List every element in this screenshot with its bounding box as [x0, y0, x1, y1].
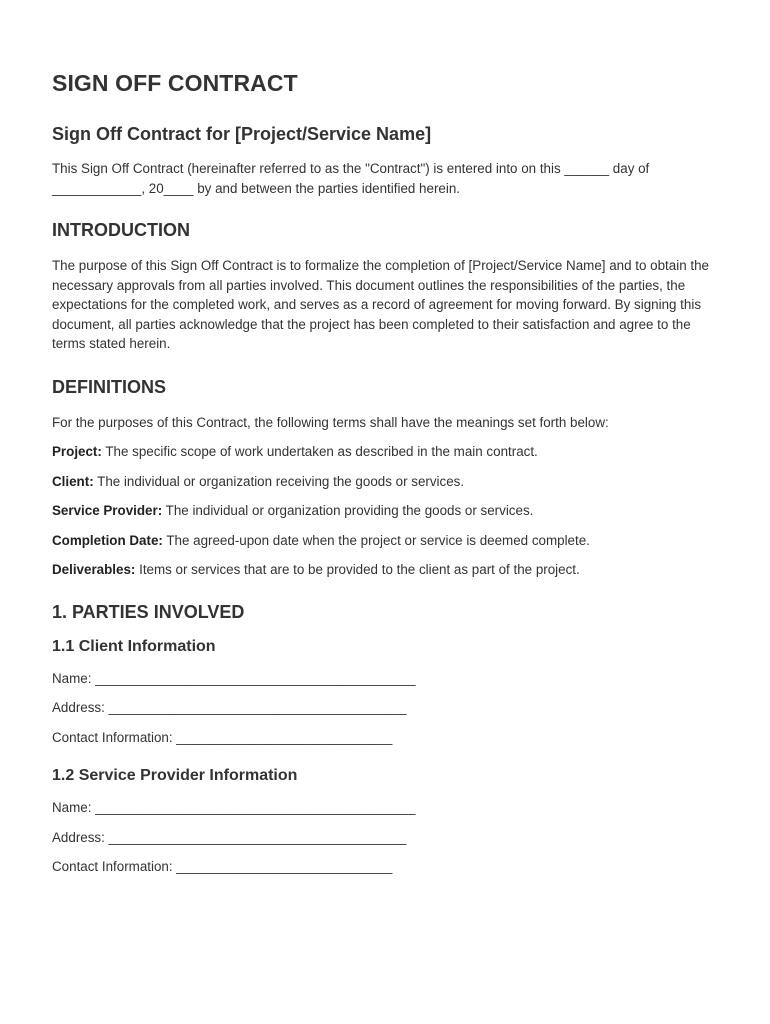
definition-text: The individual or organization providing the goods or services. [162, 503, 534, 518]
definitions-lead: For the purposes of this Contract, the following terms shall have the meanings set forth below: [52, 414, 609, 430]
document-title: SIGN OFF CONTRACT [52, 70, 298, 96]
provider-info-heading: 1.2 Service Provider Information [52, 767, 298, 784]
definition-term: Client: [52, 473, 94, 489]
definition-client [52, 472, 722, 492]
provider-name-field[interactable]: Name: ___________________________________________ [52, 800, 416, 815]
definition-term: Service Provider: [52, 503, 163, 518]
introduction-paragraph: The purpose of this Sign Off Contract is to formalize the completion of [Project/Service Name] and to obtain the necessary approvals from all parties involved. This document outlines the responsibilities of the parties, the expectations for the completed work, and serves as a record of agreement for moving forward. By signing this document, all parties acknowledge that the project has been completed to their satisfaction and agree to the terms stated herein. [52, 258, 709, 351]
client-contact-field[interactable]: Contact Information: _____________________________ [52, 729, 393, 745]
definitions-heading: DEFINITIONS [52, 376, 167, 397]
definition-completion-date [52, 531, 722, 551]
definition-text: The specific scope of work undertaken as described in the main contract. [101, 444, 538, 459]
definition-text: The agreed-upon date when the project or service is deemed complete. [162, 532, 590, 548]
definition-service-provider [52, 501, 722, 521]
definition-text: Items or services that are to be provided to the client as part of the project. [135, 562, 580, 577]
definition-term: Deliverables: [52, 562, 136, 577]
definition-text: The individual or organization receiving the goods or services. [93, 473, 465, 489]
definition-term: Project: [52, 444, 102, 459]
provider-address-field[interactable]: Address: ________________________________________ [52, 829, 407, 845]
document-subtitle: Sign Off Contract for [Project/Service Name] [52, 124, 432, 144]
parties-heading: 1. PARTIES INVOLVED [52, 601, 245, 622]
definition-project [52, 442, 722, 462]
definition-term: Completion Date: [52, 532, 163, 548]
provider-contact-field[interactable]: Contact Information: _____________________________ [52, 859, 393, 874]
client-name-field[interactable]: Name: ___________________________________________ [52, 670, 416, 686]
definition-deliverables [52, 560, 722, 580]
introduction-heading: INTRODUCTION [52, 220, 190, 240]
document-content [52, 70, 722, 887]
intro-paragraph: This Sign Off Contract (hereinafter referred to as the "Contract") is entered into on this ______ day of ____________, 20____ by and between the parties identified herein. [52, 161, 650, 196]
client-info-heading: 1.1 Client Information [52, 637, 216, 655]
client-address-field[interactable]: Address: ________________________________________ [52, 700, 407, 715]
